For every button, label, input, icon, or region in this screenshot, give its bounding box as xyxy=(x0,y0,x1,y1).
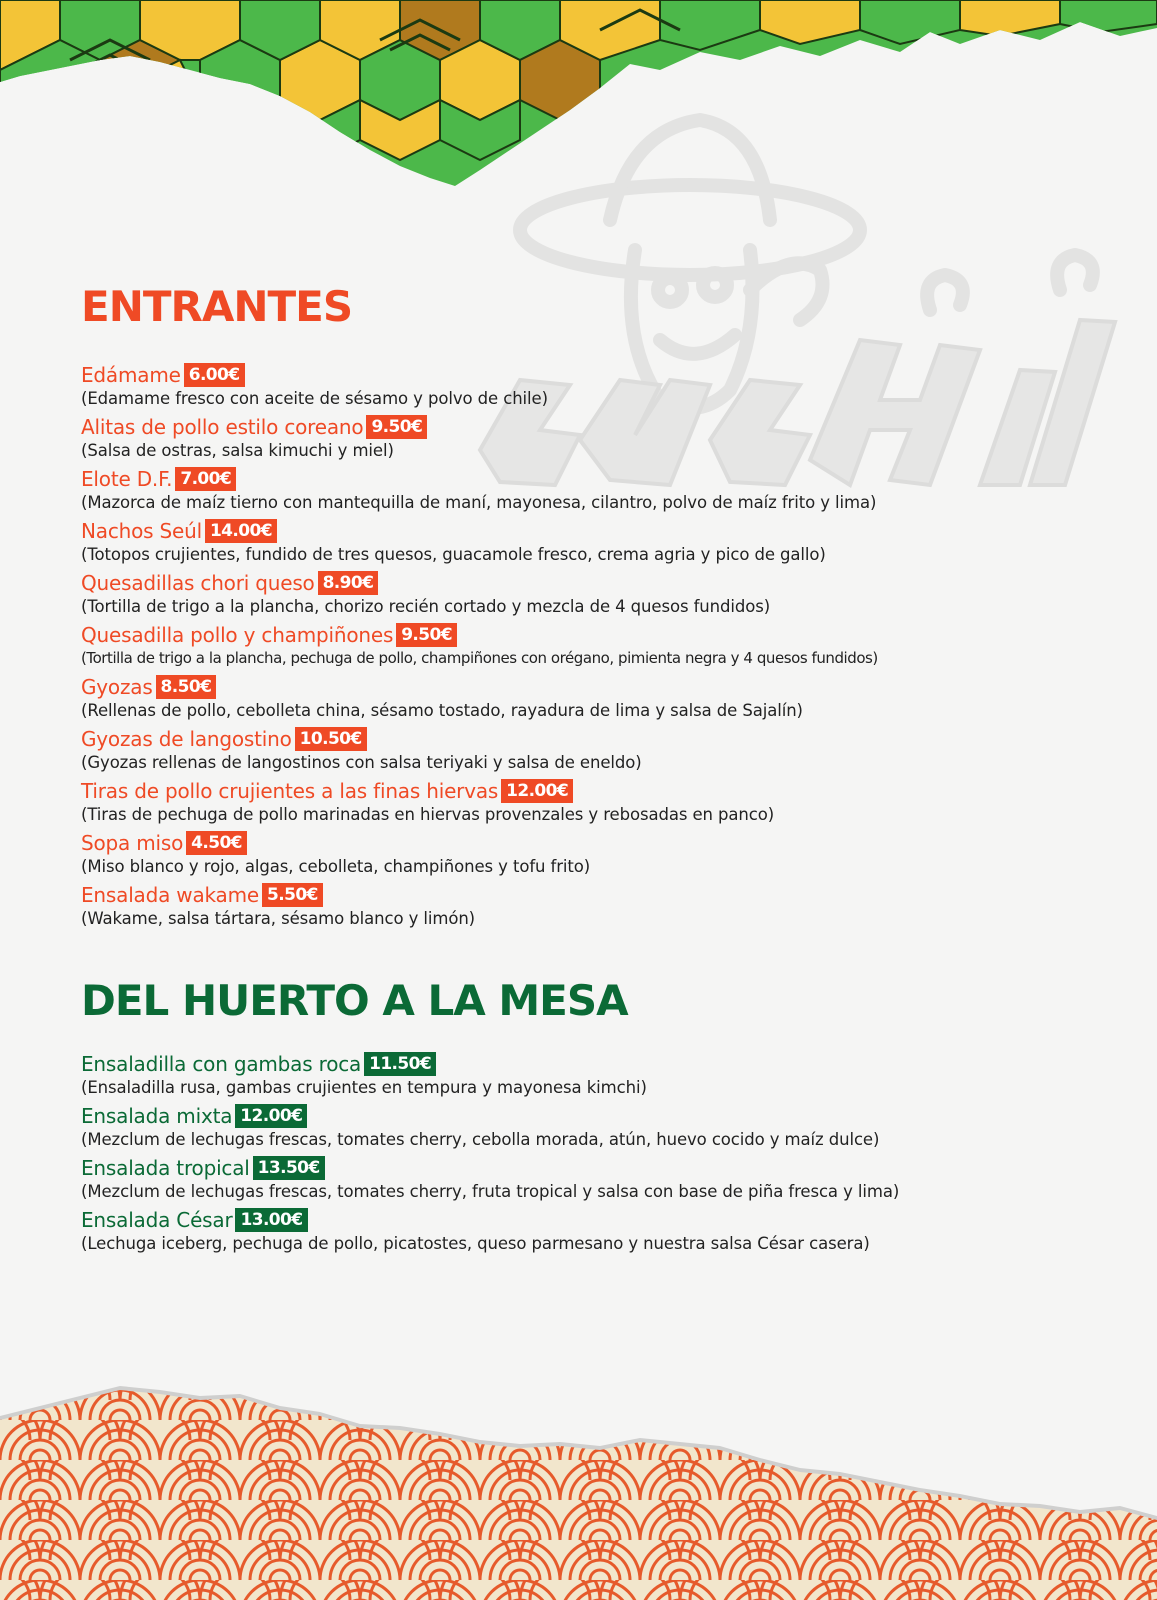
item-description: (Mazorca de maíz tierno con mantequilla de maní, mayonesa, cilantro, polvo de maíz frito y lima) xyxy=(81,493,877,513)
menu-item xyxy=(81,1203,1121,1255)
price-tag: 12.00€ xyxy=(235,1104,307,1128)
item-name: Tiras de pollo crujientes a las finas hiervas xyxy=(81,779,499,804)
menu-item xyxy=(81,670,1121,722)
item-description: (Tiras de pechuga de pollo marinadas en hiervas provenzales y rebosadas en panco) xyxy=(81,805,775,825)
menu-item xyxy=(81,410,1121,462)
menu-item xyxy=(81,1151,1121,1203)
item-name: Elote D.F. xyxy=(81,467,173,492)
item-description: (Salsa de ostras, salsa kimuchi y miel) xyxy=(81,441,394,461)
item-description: (Edamame fresco con aceite de sésamo y polvo de chile) xyxy=(81,389,548,409)
entrantes-items xyxy=(81,358,1121,930)
menu-item xyxy=(81,878,1121,930)
menu-item xyxy=(81,358,1121,410)
price-tag: 13.50€ xyxy=(253,1156,325,1180)
item-description: (Tortilla de trigo a la plancha, pechuga de pollo, champiñones con orégano, pimienta negra y 4 quesos fundidos) xyxy=(81,649,878,668)
del-huerto-items xyxy=(81,1047,1121,1255)
section-entrantes xyxy=(81,282,1121,930)
menu-item xyxy=(81,618,1121,670)
item-name: Edámame xyxy=(81,363,181,388)
item-description: (Miso blanco y rojo, algas, cebolleta, champiñones y tofu frito) xyxy=(81,857,591,877)
item-name: Ensalada tropical xyxy=(81,1155,250,1180)
price-tag: 9.50€ xyxy=(366,415,427,439)
price-tag: 4.50€ xyxy=(186,831,247,855)
item-name: Quesadillas chori queso xyxy=(81,571,315,596)
item-name: Ensalada mixta xyxy=(81,1103,233,1128)
item-name: Ensalada wakame xyxy=(81,883,259,908)
price-tag: 6.00€ xyxy=(184,363,245,387)
price-tag: 9.50€ xyxy=(396,623,457,647)
section-del-huerto xyxy=(81,976,1121,1254)
item-name: Ensalada César xyxy=(81,1207,233,1232)
item-description: (Mezclum de lechugas frescas, tomates cherry, fruta tropical y salsa con base de piña fresca y lima) xyxy=(81,1181,900,1201)
menu-content xyxy=(81,282,1121,1255)
menu-item xyxy=(81,826,1121,878)
item-name: Ensaladilla con gambas roca xyxy=(81,1051,362,1076)
section-title-entrantes: ENTRANTES xyxy=(81,282,353,331)
item-name: Alitas de pollo estilo coreano xyxy=(81,415,364,440)
item-description: (Lechuga iceberg, pechuga de pollo, picatostes, queso parmesano y nuestra salsa César casera) xyxy=(81,1233,870,1253)
item-name: Nachos Seúl xyxy=(81,519,202,544)
price-tag: 10.50€ xyxy=(295,727,367,751)
item-name: Gyozas de langostino xyxy=(81,727,292,752)
price-tag: 7.00€ xyxy=(175,467,236,491)
item-name: Gyozas xyxy=(81,675,153,700)
menu-item xyxy=(81,722,1121,774)
menu-item xyxy=(81,514,1121,566)
price-tag: 12.00€ xyxy=(501,779,573,803)
price-tag: 8.90€ xyxy=(318,571,379,595)
item-name: Sopa miso xyxy=(81,831,184,856)
item-description: (Gyozas rellenas de langostinos con salsa teriyaki y salsa de eneldo) xyxy=(81,753,642,773)
item-name: Quesadilla pollo y champiñones xyxy=(81,623,394,648)
item-description: (Totopos crujientes, fundido de tres quesos, guacamole fresco, crema agria y pico de gallo) xyxy=(81,545,826,565)
menu-item xyxy=(81,1099,1121,1151)
price-tag: 14.00€ xyxy=(205,519,277,543)
price-tag: 13.00€ xyxy=(235,1208,307,1232)
menu-item xyxy=(81,774,1121,826)
item-description: (Rellenas de pollo, cebolleta china, sésamo tostado, rayadura de lima y salsa de Sajalín) xyxy=(81,701,803,721)
section-title-del-huerto: DEL HUERTO A LA MESA xyxy=(81,976,628,1026)
menu-item xyxy=(81,566,1121,618)
menu-item xyxy=(81,462,1121,514)
price-tag: 8.50€ xyxy=(156,675,217,699)
price-tag: 11.50€ xyxy=(364,1052,436,1076)
bottom-wave-banner xyxy=(0,1380,1157,1600)
item-description: (Wakame, salsa tártara, sésamo blanco y limón) xyxy=(81,909,476,929)
menu-item xyxy=(81,1047,1121,1099)
item-description: (Tortilla de trigo a la plancha, chorizo recién cortado y mezcla de 4 quesos fundidos) xyxy=(81,597,771,617)
item-description: (Mezclum de lechugas frescas, tomates cherry, cebolla morada, atún, huevo cocido y maíz dulce) xyxy=(81,1129,880,1149)
price-tag: 5.50€ xyxy=(262,883,323,907)
item-description: (Ensaladilla rusa, gambas crujientes en tempura y mayonesa kimchi) xyxy=(81,1077,647,1097)
